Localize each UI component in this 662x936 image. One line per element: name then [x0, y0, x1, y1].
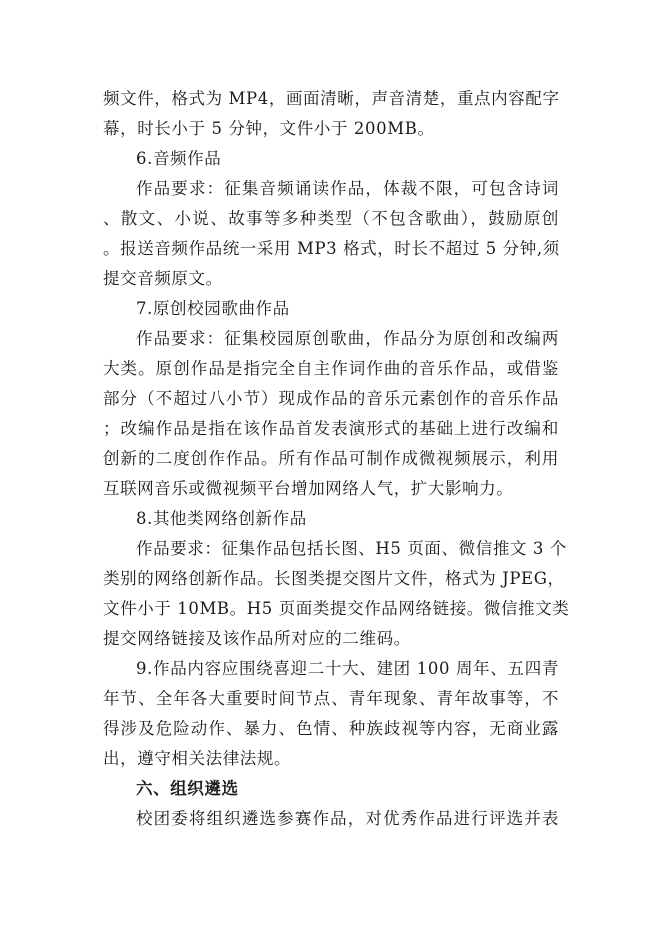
- paragraph-line: 、散文、小说、故事等多种类型（不包含歌曲），鼓励原创: [103, 209, 559, 228]
- paragraph-line: 提交音频原文。: [103, 269, 223, 288]
- paragraph-line: 作品要求：征集校园原创歌曲，作品分为原创和改编两: [136, 329, 559, 348]
- paragraph-line: 作品要求：征集音频诵读作品，体裁不限，可包含诗词: [136, 179, 559, 198]
- paragraph-line: 创新的二度创作作品。所有作品可制作成微视频展示，利用: [103, 449, 559, 468]
- paragraph-line: 文件小于 10MB。H5 页面类提交作品网络链接。微信推文类: [103, 599, 570, 618]
- paragraph-line: 得涉及危险动作、暴力、色情、种族歧视等内容，无商业露: [103, 719, 559, 738]
- paragraph-line: 提交网络链接及该作品所对应的二维码。: [103, 629, 411, 648]
- paragraph-line: 类别的网络创新作品。长图类提交图片文件，格式为 JPEG，: [103, 569, 565, 588]
- section-heading-other: 8.其他类网络创新作品: [136, 509, 307, 528]
- paragraph-line: 校团委将组织遴选参赛作品，对优秀作品进行评选并表: [136, 809, 559, 828]
- paragraph-line: 年节、全年各大重要时间节点、青年现象、青年故事等，不: [103, 689, 559, 708]
- section-heading-song: 7.原创校园歌曲作品: [136, 299, 290, 318]
- paragraph-line: 大类。原创作品是指完全自主作词作曲的音乐作品，或借鉴: [103, 359, 559, 378]
- paragraph-line: 。报送音频作品统一采用 MP3 格式，时长不超过 5 分钟,须: [103, 239, 560, 258]
- paragraph-line: 互联网音乐或微视频平台增加网络人气，扩大影响力。: [103, 479, 514, 498]
- paragraph-line: 9.作品内容应围绕喜迎二十大、建团 100 周年、五四青: [136, 659, 559, 678]
- paragraph-line: ；改编作品是指在该作品首发表演形式的基础上进行改编和: [103, 419, 559, 438]
- paragraph-line: 幕，时长小于 5 分钟，文件小于 200MB。: [103, 119, 435, 138]
- paragraph-line: 出，遵守相关法律法规。: [103, 749, 292, 768]
- paragraph-line: 频文件，格式为 MP4，画面清晰，声音清楚，重点内容配字: [103, 89, 560, 108]
- section-heading-selection: 六、组织遴选: [136, 779, 239, 798]
- paragraph-line: 部分（不超过八小节）现成作品的音乐元素创作的音乐作品: [103, 389, 559, 408]
- section-heading-audio: 6.音频作品: [136, 149, 222, 168]
- paragraph-line: 作品要求：征集作品包括长图、H5 页面、微信推文 3 个: [136, 539, 567, 558]
